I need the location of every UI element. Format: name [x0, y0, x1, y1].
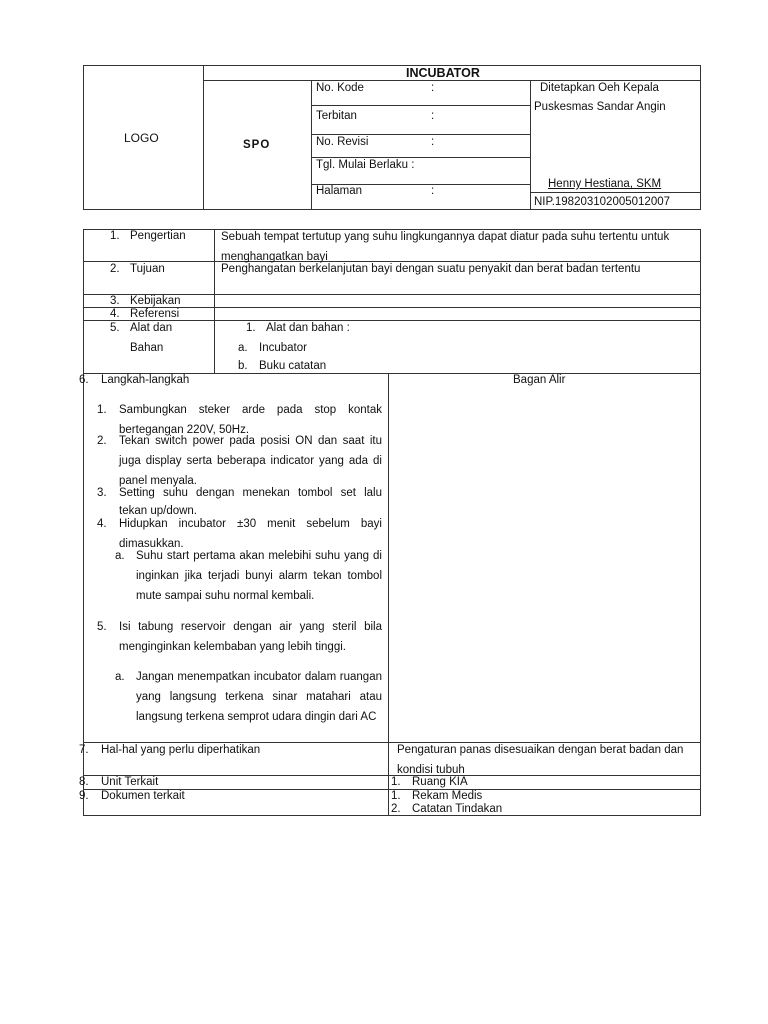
doc-title: INCUBATOR [406, 66, 480, 80]
row-num-1: 1. [110, 230, 120, 242]
dok-item-2: Catatan Tindakan [412, 803, 503, 815]
label-kebijakan: Kebijakan [130, 295, 181, 307]
row-num-5: 5. [110, 322, 120, 334]
field-no-revisi-sep: : [431, 136, 435, 148]
unit-item-1: Ruang KIA [412, 776, 468, 788]
logo-placeholder: LOGO [124, 131, 159, 145]
signer-nip: NIP.198203102005012007 [534, 196, 671, 208]
label-referensi: Referensi [130, 308, 180, 320]
alat-head-num: 1. [246, 322, 256, 334]
label-pengertian: Pengertian [130, 230, 186, 242]
row-num-3: 3. [110, 295, 120, 307]
step-text-4a: Suhu start pertama akan melebihi suhu yang di inginkan jika terjadi bunyi alarm tekan tombol mute sampai suhu normal kembali. [136, 550, 382, 602]
field-no-kode-sep: : [431, 82, 435, 94]
row-num-4: 4. [110, 308, 120, 320]
step-num-5: 5. [97, 621, 107, 633]
field-tgl-mulai: Tgl. Mulai Berlaku : [316, 159, 415, 171]
label-bahan: Bahan [130, 342, 164, 354]
step-num-4a: a. [115, 550, 125, 562]
row-num-9: 9. [79, 790, 89, 802]
alat-item-mark-a: a. [238, 342, 248, 354]
step-text-1: Sambungkan steker arde pada stop kontak bertegangan 220V, 50Hz. [119, 404, 382, 436]
alat-item-b: Buku catatan [259, 360, 327, 372]
alat-item-a: Incubator [259, 342, 307, 354]
text-pengertian: Sebuah tempat tertutup yang suhu lingkungannya dapat diatur pada suhu tertentu untuk menghangatkan bayi [221, 231, 670, 263]
alat-item-mark-b: b. [238, 360, 248, 372]
field-no-kode: No. Kode [316, 82, 364, 94]
step-text-3: Setting suhu dengan menekan tombol set lalu tekan up/down. [119, 487, 382, 517]
text-hal-hal: Pengaturan panas disesuaikan dengan berat badan dan kondisi tubuh [397, 744, 684, 776]
step-text-5a: Jangan menempatkan incubator dalam ruangan yang langsung terkena sinar matahari atau langsung terkena semprot udara dingin dari AC [136, 671, 382, 723]
step-text-2: Tekan switch power pada posisi ON dan saat itu juga display serta beberapa indicator yang ada di panel menyala. [119, 435, 382, 487]
label-tujuan: Tujuan [130, 263, 165, 275]
row-num-6: 6. [79, 374, 89, 386]
label-hal-hal: Hal-hal yang perlu diperhatikan [101, 744, 261, 756]
step-num-5a: a. [115, 671, 125, 683]
step-text-4: Hidupkan incubator ±30 menit sebelum bayi dimasukkan. [119, 518, 382, 550]
field-terbitan: Terbitan [316, 110, 357, 122]
row-num-2: 2. [110, 263, 120, 275]
step-num-4: 4. [97, 518, 107, 530]
alat-head: Alat dan bahan : [266, 322, 350, 334]
label-bagan-alir: Bagan Alir [513, 374, 566, 386]
dok-item-1: Rekam Medis [412, 790, 483, 802]
field-terbitan-sep: : [431, 110, 435, 122]
step-num-3: 3. [97, 487, 107, 499]
spo-label: SPO [243, 139, 271, 151]
step-text-5: Isi tabung reservoir dengan air yang steril bila menginginkan kelembaban yang lebih tinggi. [119, 621, 382, 653]
dok-item-num-2: 2. [391, 803, 401, 815]
label-dokumen-terkait: Dokumen terkait [101, 790, 185, 802]
row-num-8: 8. [79, 776, 89, 788]
step-num-1: 1. [97, 404, 107, 416]
approval-line-2: Puskesmas Sandar Angin [534, 101, 666, 113]
field-halaman: Halaman [316, 185, 363, 197]
label-langkah: Langkah-langkah [101, 374, 190, 386]
row-num-7: 7. [79, 744, 89, 756]
label-alat-dan: Alat dan [130, 322, 173, 334]
dok-item-num-1: 1. [391, 790, 401, 802]
unit-item-num-1: 1. [391, 776, 401, 788]
approval-line-1: Ditetapkan Oeh Kepala [540, 82, 659, 94]
text-tujuan: Penghangatan berkelanjutan bayi dengan suatu penyakit dan berat badan tertentu [221, 263, 641, 275]
field-no-revisi: No. Revisi [316, 136, 369, 148]
field-halaman-sep: : [431, 185, 435, 197]
label-unit-terkait: Unit Terkait [101, 776, 159, 788]
step-num-2: 2. [97, 435, 107, 447]
signer-name: Henny Hestiana, SKM [548, 178, 662, 190]
